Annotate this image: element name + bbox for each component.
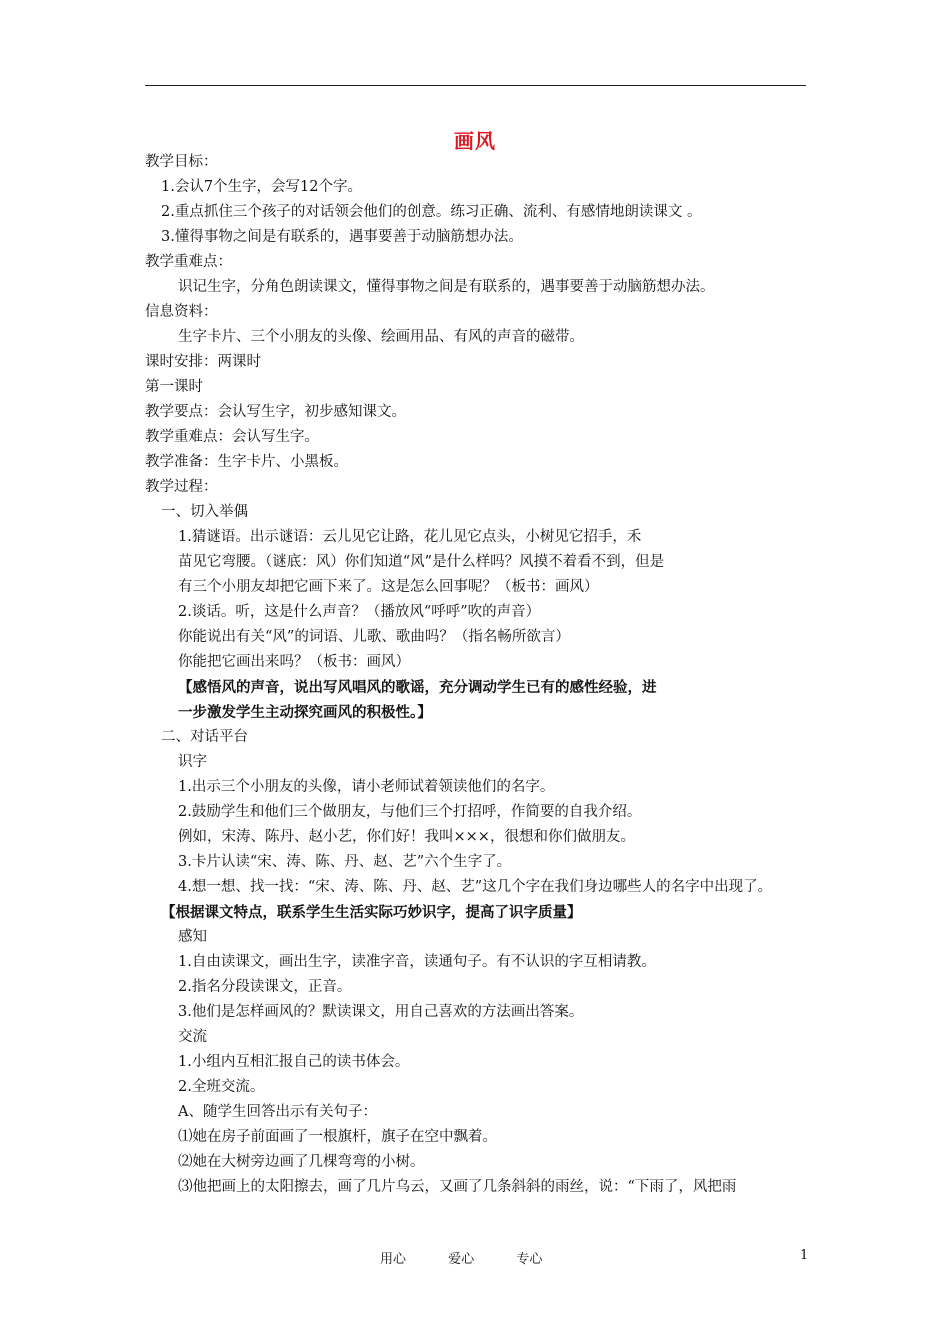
footer-motto (380, 1248, 580, 1267)
body-line: 你能说出有关“风”的词语、儿歌、歌曲吗？（指名畅所欲言） (178, 629, 570, 645)
body-line: 1.会认7个生字，会写12个字。 (161, 179, 363, 195)
body-line: 2.重点抓住三个孩子的对话领会他们的创意。练习正确、流利、有感情地朗读课文 。 (161, 204, 702, 220)
body-line: 3.懂得事物之间是有联系的，遇事要善于动脑筋想办法。 (161, 229, 523, 245)
body-line: ⑶他把画上的太阳擦去，画了几片乌云，又画了几条斜斜的雨丝，说：“下雨了，风把雨 (178, 1179, 737, 1195)
body-line: 一、切入举偶 (161, 504, 248, 520)
footer-motto-2: 爱心 (448, 1252, 475, 1267)
body-line: 1.小组内互相汇报自己的读书体会。 (178, 1054, 410, 1070)
body-line: 第一课时 (145, 379, 203, 395)
body-line: ⑵她在大树旁边画了几棵弯弯的小树。 (178, 1154, 425, 1170)
body-line: 【感悟风的声音，说出写风唱风的歌谣，充分调动学生已有的感性经验，进 (178, 679, 657, 696)
body-line: 2.谈话。听，这是什么声音？（播放风“呼呼”吹的声音） (178, 604, 541, 620)
body-line: 教学重难点：会认写生字。 (145, 429, 319, 445)
body-line: 有三个小朋友却把它画下来了。这是怎么回事呢？（板书：画风） (178, 579, 599, 595)
body-line: 识字 (178, 754, 207, 770)
body-line: 教学目标： (145, 154, 218, 170)
body-line: 感知 (178, 929, 207, 945)
body-line: A、随学生回答出示有关句子： (178, 1104, 377, 1120)
body-line: 教学过程： (145, 479, 218, 495)
document-body (145, 150, 810, 1200)
document-title: 画风 (454, 129, 496, 153)
body-line: 识记生字，分角色朗读课文，懂得事物之间是有联系的，遇事要善于动脑筋想办法。 (178, 279, 715, 295)
body-line: 交流 (178, 1029, 207, 1045)
body-line: 教学重难点： (145, 254, 232, 270)
body-line: 2.全班交流。 (178, 1079, 265, 1095)
body-line: 3.他们是怎样画风的？默读课文，用自己喜欢的方法画出答案。 (178, 1004, 584, 1020)
body-line: 2.鼓励学生和他们三个做朋友，与他们三个打招呼，作简要的自我介绍。 (178, 804, 642, 820)
body-line: 2.指名分段读课文，正音。 (178, 979, 352, 995)
body-line: 你能把它画出来吗？（板书：画风） (178, 654, 410, 670)
body-line: 3.卡片认读“宋、涛、陈、丹、赵、艺”六个生字了。 (178, 854, 512, 870)
body-line: 1.出示三个小朋友的头像，请小老师试着领读他们的名字。 (178, 779, 555, 795)
body-line: 一步激发学生主动探究画风的积极性。】 (178, 704, 432, 721)
body-line: 二、对话平台 (161, 729, 248, 745)
body-line: 1.自由读课文，画出生字，读准字音，读通句子。有不认识的字互相请教。 (178, 954, 656, 970)
footer-motto-3: 专心 (516, 1252, 543, 1267)
body-line: 教学准备：生字卡片、小黑板。 (145, 454, 348, 470)
body-line: 4.想一想、找一找：“宋、涛、陈、丹、赵、艺”这几个字在我们身边哪些人的名字中出现了。 (178, 879, 773, 895)
footer-motto-1: 用心 (380, 1252, 407, 1267)
body-line: 课时安排：两课时 (145, 354, 261, 370)
body-line: 例如，宋涛、陈丹、赵小艺，你们好！我叫×××，很想和你们做朋友。 (178, 829, 635, 845)
body-line: 【根据课文特点，联系学生生活实际巧妙识字，提高了识字质量】 (161, 904, 582, 921)
body-line: 生字卡片、三个小朋友的头像、绘画用品、有风的声音的磁带。 (178, 329, 584, 345)
header-rule (145, 85, 806, 86)
body-line: 1.猜谜语。出示谜语：云儿见它让路，花儿见它点头，小树见它招手，禾 (178, 529, 642, 545)
body-line: 苗见它弯腰。（谜底：风）你们知道“风”是什么样吗？风摸不着看不到，但是 (178, 554, 665, 570)
page-number: 1 (800, 1248, 809, 1263)
body-line: 信息资料： (145, 304, 218, 320)
body-line: 教学要点：会认写生字，初步感知课文。 (145, 404, 406, 420)
body-line: ⑴她在房子前面画了一根旗杆，旗子在空中飘着。 (178, 1129, 497, 1145)
